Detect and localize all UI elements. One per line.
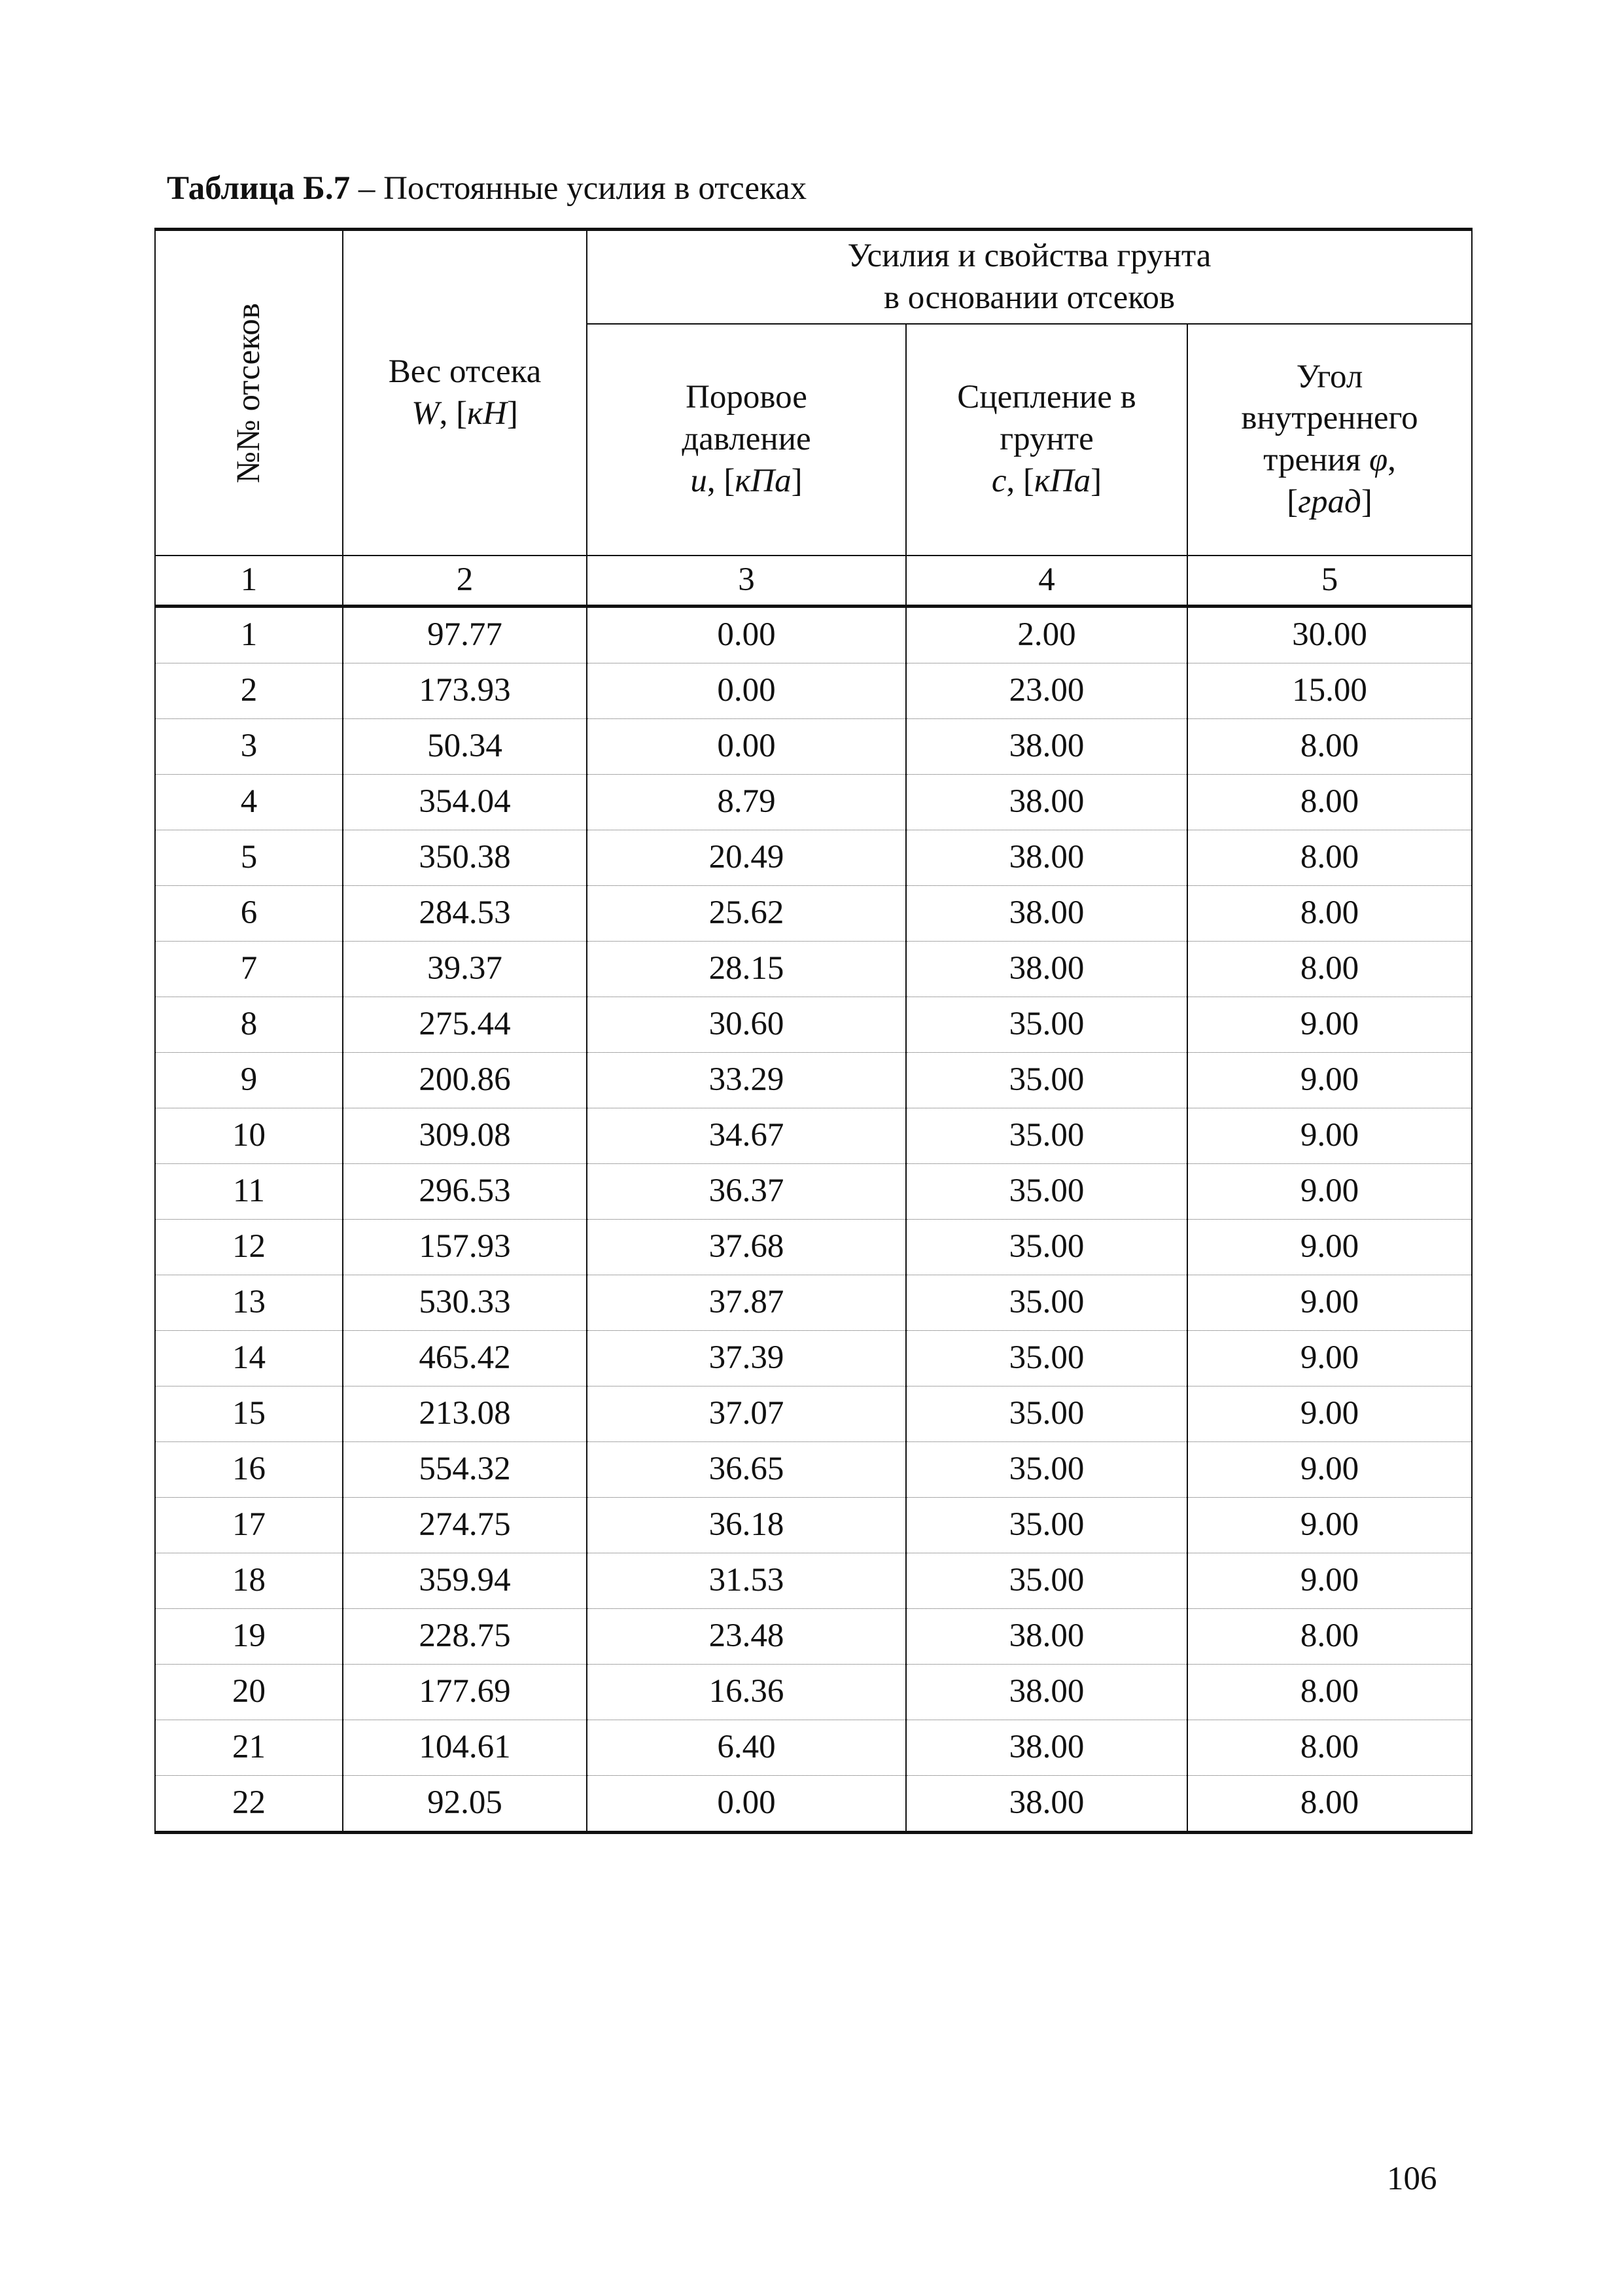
cell-weight: 275.44 (343, 997, 587, 1053)
table-row (155, 1331, 1472, 1386)
table-row (155, 1776, 1472, 1833)
column-number-row (155, 556, 1472, 607)
header-cohesion-symbol: c (991, 462, 1007, 499)
cell-weight: 104.61 (343, 1720, 587, 1776)
table-row (155, 942, 1472, 997)
table-row (155, 1053, 1472, 1108)
cell-cohesion: 35.00 (906, 1164, 1187, 1220)
column-number: 1 (155, 556, 343, 607)
cell-weight: 530.33 (343, 1275, 587, 1331)
table-row (155, 1386, 1472, 1442)
cell-cohesion: 35.00 (906, 997, 1187, 1053)
cell-cohesion: 35.00 (906, 1220, 1187, 1275)
cell-cohesion: 38.00 (906, 886, 1187, 942)
header-pore-pressure-unit: кПа (735, 462, 792, 499)
cell-section-number: 7 (155, 942, 343, 997)
table-row (155, 997, 1472, 1053)
cell-section-number: 6 (155, 886, 343, 942)
cell-friction-angle: 9.00 (1187, 1386, 1472, 1442)
cell-pore-pressure: 34.67 (587, 1108, 906, 1164)
cell-section-number: 4 (155, 775, 343, 830)
cell-friction-angle: 9.00 (1187, 1220, 1472, 1275)
header-weight-unit-open: , [ (439, 395, 468, 432)
header-weight-title: Вес отсека (388, 353, 542, 390)
cell-pore-pressure: 8.79 (587, 775, 906, 830)
table-caption-text: – Постоянные усилия в отсеках (350, 170, 807, 207)
cell-friction-angle: 15.00 (1187, 663, 1472, 719)
header-friction-angle-line1: Угол (1296, 358, 1363, 395)
cell-friction-angle: 9.00 (1187, 1275, 1472, 1331)
column-number: 3 (587, 556, 906, 607)
header-section-number (155, 230, 343, 556)
table-row (155, 1164, 1472, 1220)
column-number: 5 (1187, 556, 1472, 607)
cell-cohesion: 38.00 (906, 942, 1187, 997)
cell-cohesion: 35.00 (906, 1498, 1187, 1553)
cell-cohesion: 35.00 (906, 1108, 1187, 1164)
column-number: 2 (343, 556, 587, 607)
cell-pore-pressure: 36.18 (587, 1498, 906, 1553)
cell-section-number: 19 (155, 1609, 343, 1665)
cell-weight: 92.05 (343, 1776, 587, 1833)
table-row (155, 1665, 1472, 1720)
cell-weight: 465.42 (343, 1331, 587, 1386)
cell-cohesion: 38.00 (906, 1720, 1187, 1776)
cell-section-number: 18 (155, 1553, 343, 1609)
header-cohesion (906, 324, 1187, 556)
cell-cohesion: 35.00 (906, 1275, 1187, 1331)
cell-weight: 359.94 (343, 1553, 587, 1609)
cell-pore-pressure: 36.37 (587, 1164, 906, 1220)
header-friction-angle (1187, 324, 1472, 556)
cell-weight: 157.93 (343, 1220, 587, 1275)
cell-section-number: 9 (155, 1053, 343, 1108)
cell-cohesion: 35.00 (906, 1053, 1187, 1108)
cell-section-number: 8 (155, 997, 343, 1053)
cell-friction-angle: 8.00 (1187, 1720, 1472, 1776)
cell-friction-angle: 8.00 (1187, 719, 1472, 775)
cell-weight: 350.38 (343, 830, 587, 886)
cell-weight: 173.93 (343, 663, 587, 719)
table-row (155, 775, 1472, 830)
cell-pore-pressure: 0.00 (587, 663, 906, 719)
header-weight (343, 230, 587, 556)
cell-friction-angle: 9.00 (1187, 1442, 1472, 1498)
cell-friction-angle: 9.00 (1187, 1164, 1472, 1220)
cell-weight: 354.04 (343, 775, 587, 830)
header-friction-angle-line2: внутреннего (1241, 400, 1418, 437)
cell-friction-angle: 9.00 (1187, 997, 1472, 1053)
cell-friction-angle: 9.00 (1187, 1553, 1472, 1609)
cell-weight: 97.77 (343, 607, 587, 663)
cell-weight: 213.08 (343, 1386, 587, 1442)
column-number: 4 (906, 556, 1187, 607)
header-weight-unit: кН (467, 395, 507, 432)
header-cohesion-unit: кПа (1034, 462, 1091, 499)
cell-weight: 39.37 (343, 942, 587, 997)
table-row (155, 1720, 1472, 1776)
header-cohesion-line1: Сцепление в (957, 379, 1136, 416)
table-row (155, 1498, 1472, 1553)
cell-pore-pressure: 37.39 (587, 1331, 906, 1386)
table-row (155, 1442, 1472, 1498)
table-caption (167, 169, 807, 208)
header-pore-pressure (587, 324, 906, 556)
cell-cohesion: 35.00 (906, 1331, 1187, 1386)
cell-weight: 228.75 (343, 1609, 587, 1665)
cell-pore-pressure: 33.29 (587, 1053, 906, 1108)
cell-pore-pressure: 30.60 (587, 997, 906, 1053)
header-friction-angle-unit-close: ] (1361, 483, 1372, 520)
cell-pore-pressure: 31.53 (587, 1553, 906, 1609)
cell-pore-pressure: 0.00 (587, 1776, 906, 1833)
cell-weight: 200.86 (343, 1053, 587, 1108)
cell-pore-pressure: 0.00 (587, 607, 906, 663)
table-row (155, 1609, 1472, 1665)
table-row (155, 1220, 1472, 1275)
cell-section-number: 13 (155, 1275, 343, 1331)
cell-weight: 296.53 (343, 1164, 587, 1220)
cell-weight: 309.08 (343, 1108, 587, 1164)
cell-section-number: 3 (155, 719, 343, 775)
header-soil-group-line1: Усилия и свойства грунта (847, 237, 1212, 274)
cell-friction-angle: 8.00 (1187, 1609, 1472, 1665)
header-pore-pressure-line2: давление (682, 421, 811, 458)
cell-section-number: 15 (155, 1386, 343, 1442)
cell-pore-pressure: 25.62 (587, 886, 906, 942)
cell-cohesion: 38.00 (906, 1609, 1187, 1665)
cell-section-number: 21 (155, 1720, 343, 1776)
cell-section-number: 22 (155, 1776, 343, 1833)
header-pore-pressure-line1: Поровое (686, 379, 807, 416)
table-row (155, 1275, 1472, 1331)
cell-cohesion: 38.00 (906, 1665, 1187, 1720)
page-number: 106 (1387, 2161, 1437, 2197)
cell-cohesion: 38.00 (906, 719, 1187, 775)
header-soil-group-line2: в основании отсеков (883, 279, 1176, 316)
cell-cohesion: 2.00 (906, 607, 1187, 663)
header-weight-symbol: W (411, 395, 440, 432)
header-friction-angle-symbol: φ (1369, 442, 1388, 478)
cell-section-number: 16 (155, 1442, 343, 1498)
table-row (155, 1108, 1472, 1164)
cell-friction-angle: 8.00 (1187, 886, 1472, 942)
cell-cohesion: 23.00 (906, 663, 1187, 719)
cell-weight: 177.69 (343, 1665, 587, 1720)
table-body (155, 607, 1472, 1833)
cell-pore-pressure: 20.49 (587, 830, 906, 886)
header-cohesion-line2: грунте (1000, 421, 1094, 458)
forces-table (154, 228, 1473, 1834)
header-friction-angle-unit: град (1298, 483, 1361, 520)
cell-section-number: 14 (155, 1331, 343, 1386)
cell-section-number: 17 (155, 1498, 343, 1553)
cell-friction-angle: 9.00 (1187, 1053, 1472, 1108)
header-pore-pressure-unit-open: , [ (707, 462, 735, 499)
cell-pore-pressure: 23.48 (587, 1609, 906, 1665)
cell-cohesion: 38.00 (906, 775, 1187, 830)
cell-pore-pressure: 6.40 (587, 1720, 906, 1776)
table-row (155, 607, 1472, 663)
cell-pore-pressure: 16.36 (587, 1665, 906, 1720)
cell-cohesion: 35.00 (906, 1386, 1187, 1442)
cell-pore-pressure: 37.87 (587, 1275, 906, 1331)
cell-cohesion: 35.00 (906, 1553, 1187, 1609)
cell-friction-angle: 8.00 (1187, 942, 1472, 997)
cell-friction-angle: 8.00 (1187, 830, 1472, 886)
header-row-top (155, 230, 1472, 325)
cell-friction-angle: 8.00 (1187, 1665, 1472, 1720)
cell-weight: 554.32 (343, 1442, 587, 1498)
table-row (155, 830, 1472, 886)
table-row (155, 1553, 1472, 1609)
header-friction-angle-line3: трения (1263, 442, 1369, 478)
cell-friction-angle: 8.00 (1187, 775, 1472, 830)
header-soil-group (587, 230, 1472, 325)
header-cohesion-unit-close: ] (1091, 462, 1102, 499)
cell-section-number: 20 (155, 1665, 343, 1720)
header-weight-unit-close: ] (506, 395, 518, 432)
cell-pore-pressure: 28.15 (587, 942, 906, 997)
cell-section-number: 2 (155, 663, 343, 719)
cell-pore-pressure: 37.68 (587, 1220, 906, 1275)
cell-weight: 274.75 (343, 1498, 587, 1553)
header-pore-pressure-symbol: u (690, 462, 707, 499)
cell-weight: 284.53 (343, 886, 587, 942)
header-friction-angle-unit-open: [ (1287, 483, 1299, 520)
cell-cohesion: 35.00 (906, 1442, 1187, 1498)
cell-section-number: 5 (155, 830, 343, 886)
cell-weight: 50.34 (343, 719, 587, 775)
table-row (155, 663, 1472, 719)
cell-section-number: 12 (155, 1220, 343, 1275)
cell-cohesion: 38.00 (906, 830, 1187, 886)
cell-section-number: 10 (155, 1108, 343, 1164)
header-section-number-label: №№ отсеков (230, 302, 267, 484)
table-caption-label: Таблица Б.7 (167, 170, 351, 207)
table-row (155, 719, 1472, 775)
header-pore-pressure-unit-close: ] (791, 462, 803, 499)
cell-friction-angle: 9.00 (1187, 1108, 1472, 1164)
cell-pore-pressure: 37.07 (587, 1386, 906, 1442)
cell-pore-pressure: 36.65 (587, 1442, 906, 1498)
cell-cohesion: 38.00 (906, 1776, 1187, 1833)
header-cohesion-unit-open: , [ (1006, 462, 1034, 499)
cell-pore-pressure: 0.00 (587, 719, 906, 775)
cell-section-number: 11 (155, 1164, 343, 1220)
cell-friction-angle: 8.00 (1187, 1776, 1472, 1833)
cell-friction-angle: 9.00 (1187, 1498, 1472, 1553)
cell-section-number: 1 (155, 607, 343, 663)
header-friction-angle-comma: , (1387, 442, 1396, 478)
table-row (155, 886, 1472, 942)
cell-friction-angle: 30.00 (1187, 607, 1472, 663)
cell-friction-angle: 9.00 (1187, 1331, 1472, 1386)
